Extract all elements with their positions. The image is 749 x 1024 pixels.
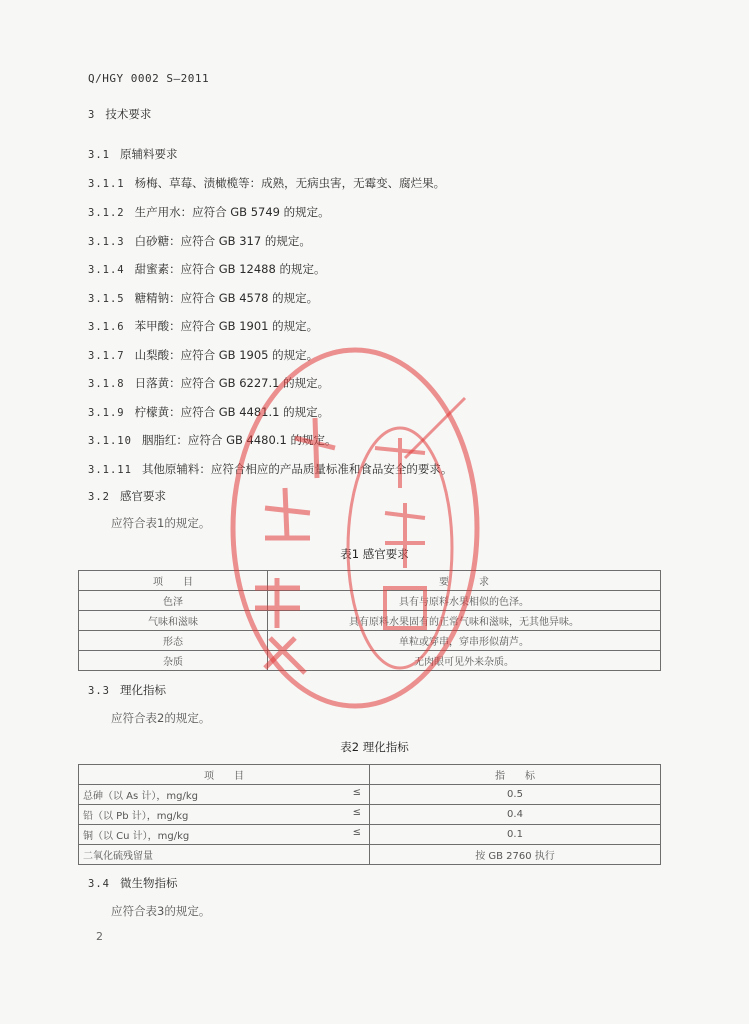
table-row — [79, 631, 661, 651]
list-item — [88, 261, 325, 277]
section-number: 3.3 — [88, 685, 110, 697]
item-number: 3.1.7 — [88, 350, 125, 362]
list-item — [88, 175, 445, 191]
list-item — [88, 204, 330, 220]
table-cell: 气味和滋味 — [79, 611, 268, 631]
table-row — [79, 611, 661, 631]
item-text: 生产用水：应符合 GB 5749 的规定。 — [134, 205, 330, 219]
item-number: 3.1.1 — [88, 178, 125, 190]
section-title: 感官要求 — [119, 489, 166, 503]
table-1-caption: 表1 感官要求 — [340, 547, 409, 561]
list-item — [88, 290, 318, 306]
item-text: 胭脂红：应符合 GB 4480.1 的规定。 — [141, 433, 337, 447]
section-title: 技术要求 — [105, 107, 152, 121]
table-cell: 杂质 — [79, 651, 268, 671]
item-number: 3.1.2 — [88, 207, 125, 219]
item-number: 3.1.4 — [88, 264, 125, 276]
physicochemical-table — [78, 764, 661, 865]
list-item — [88, 318, 318, 334]
section-3-2-heading — [88, 488, 166, 504]
table-cell: 单粒或穿串，穿串形似葫芦。 — [268, 631, 661, 651]
item-number: 3.1.9 — [88, 407, 125, 419]
list-item — [88, 432, 336, 448]
section-3-3-heading — [88, 682, 166, 698]
sensory-table — [78, 570, 661, 671]
item-name: 二氧化硫残留量 — [83, 851, 153, 862]
document-code: Q/HGY 0002 S—2011 — [88, 72, 210, 85]
item-text: 杨梅、草莓、渍橄榄等：成熟，无病虫害，无霉变、腐烂果。 — [134, 176, 446, 190]
list-item — [88, 404, 329, 420]
table-cell: 0.1 — [370, 825, 661, 845]
item-number: 3.1.11 — [88, 464, 132, 476]
section-number: 3.4 — [88, 878, 110, 890]
item-text: 苯甲酸：应符合 GB 1901 的规定。 — [134, 319, 319, 333]
le-sign: ≤ — [352, 807, 361, 818]
section-number: 3 — [88, 109, 96, 121]
item-text: 柠檬黄：应符合 GB 4481.1 的规定。 — [134, 405, 330, 419]
item-number: 3.1.10 — [88, 435, 132, 447]
item-text: 甜蜜素：应符合 GB 12488 的规定。 — [134, 262, 326, 276]
table-2-caption: 表2 理化指标 — [340, 740, 409, 754]
table-cell: 0.5 — [370, 785, 661, 805]
le-sign: ≤ — [352, 787, 361, 798]
item-name: 总砷（以 As 计），mg/kg — [83, 791, 199, 802]
section-number: 3.1 — [88, 149, 110, 161]
list-item — [88, 347, 318, 363]
table-cell — [79, 845, 370, 865]
item-text: 日落黄：应符合 GB 6227.1 的规定。 — [134, 376, 330, 390]
paragraph: 应符合表1的规定。 — [111, 516, 211, 530]
le-sign: ≤ — [352, 827, 361, 838]
item-text: 山梨酸：应符合 GB 1905 的规定。 — [134, 348, 319, 362]
table-cell — [79, 805, 370, 825]
item-number: 3.1.5 — [88, 293, 125, 305]
section-3-4-heading — [88, 875, 177, 891]
table-header-cell: 要 求 — [268, 571, 661, 591]
table-row — [79, 785, 661, 805]
table-cell: 无肉眼可见外来杂质。 — [268, 651, 661, 671]
list-item — [88, 375, 329, 391]
table-cell: 具有与原料水果相似的色泽。 — [268, 591, 661, 611]
table-header-row — [79, 765, 661, 785]
list-item — [88, 461, 452, 477]
section-title: 原辅料要求 — [119, 147, 178, 161]
table-cell: 具有原料水果固有的正常气味和滋味，无其他异味。 — [268, 611, 661, 631]
table-header-cell: 项 目 — [79, 765, 370, 785]
table-cell: 形态 — [79, 631, 268, 651]
table-row — [79, 825, 661, 845]
item-number: 3.1.3 — [88, 236, 125, 248]
item-name: 铅（以 Pb 计），mg/kg — [83, 811, 189, 822]
paragraph: 应符合表3的规定。 — [111, 904, 211, 918]
item-text: 其他原辅料：应符合相应的产品质量标准和食品安全的要求。 — [141, 462, 453, 476]
item-text: 糖精钠：应符合 GB 4578 的规定。 — [134, 291, 319, 305]
list-item — [88, 233, 311, 249]
paragraph: 应符合表2的规定。 — [111, 711, 211, 725]
table-cell — [79, 825, 370, 845]
section-title: 理化指标 — [119, 683, 166, 697]
table-header-cell: 指 标 — [370, 765, 661, 785]
page-number: 2 — [96, 930, 103, 943]
table-cell: 按 GB 2760 执行 — [370, 845, 661, 865]
item-number: 3.1.6 — [88, 321, 125, 333]
table-row — [79, 805, 661, 825]
section-title: 微生物指标 — [119, 876, 178, 890]
table-header-cell: 项 目 — [79, 571, 268, 591]
table-header-row — [79, 571, 661, 591]
table-row — [79, 651, 661, 671]
table-cell: 0.4 — [370, 805, 661, 825]
section-3-1-heading — [88, 146, 177, 162]
item-number: 3.1.8 — [88, 378, 125, 390]
section-number: 3.2 — [88, 491, 110, 503]
section-3-heading — [88, 106, 151, 122]
table-row — [79, 845, 661, 865]
item-name: 铜（以 Cu 计），mg/kg — [83, 831, 190, 842]
item-text: 白砂糖：应符合 GB 317 的规定。 — [134, 234, 311, 248]
table-cell — [79, 785, 370, 805]
table-row — [79, 591, 661, 611]
table-cell: 色泽 — [79, 591, 268, 611]
